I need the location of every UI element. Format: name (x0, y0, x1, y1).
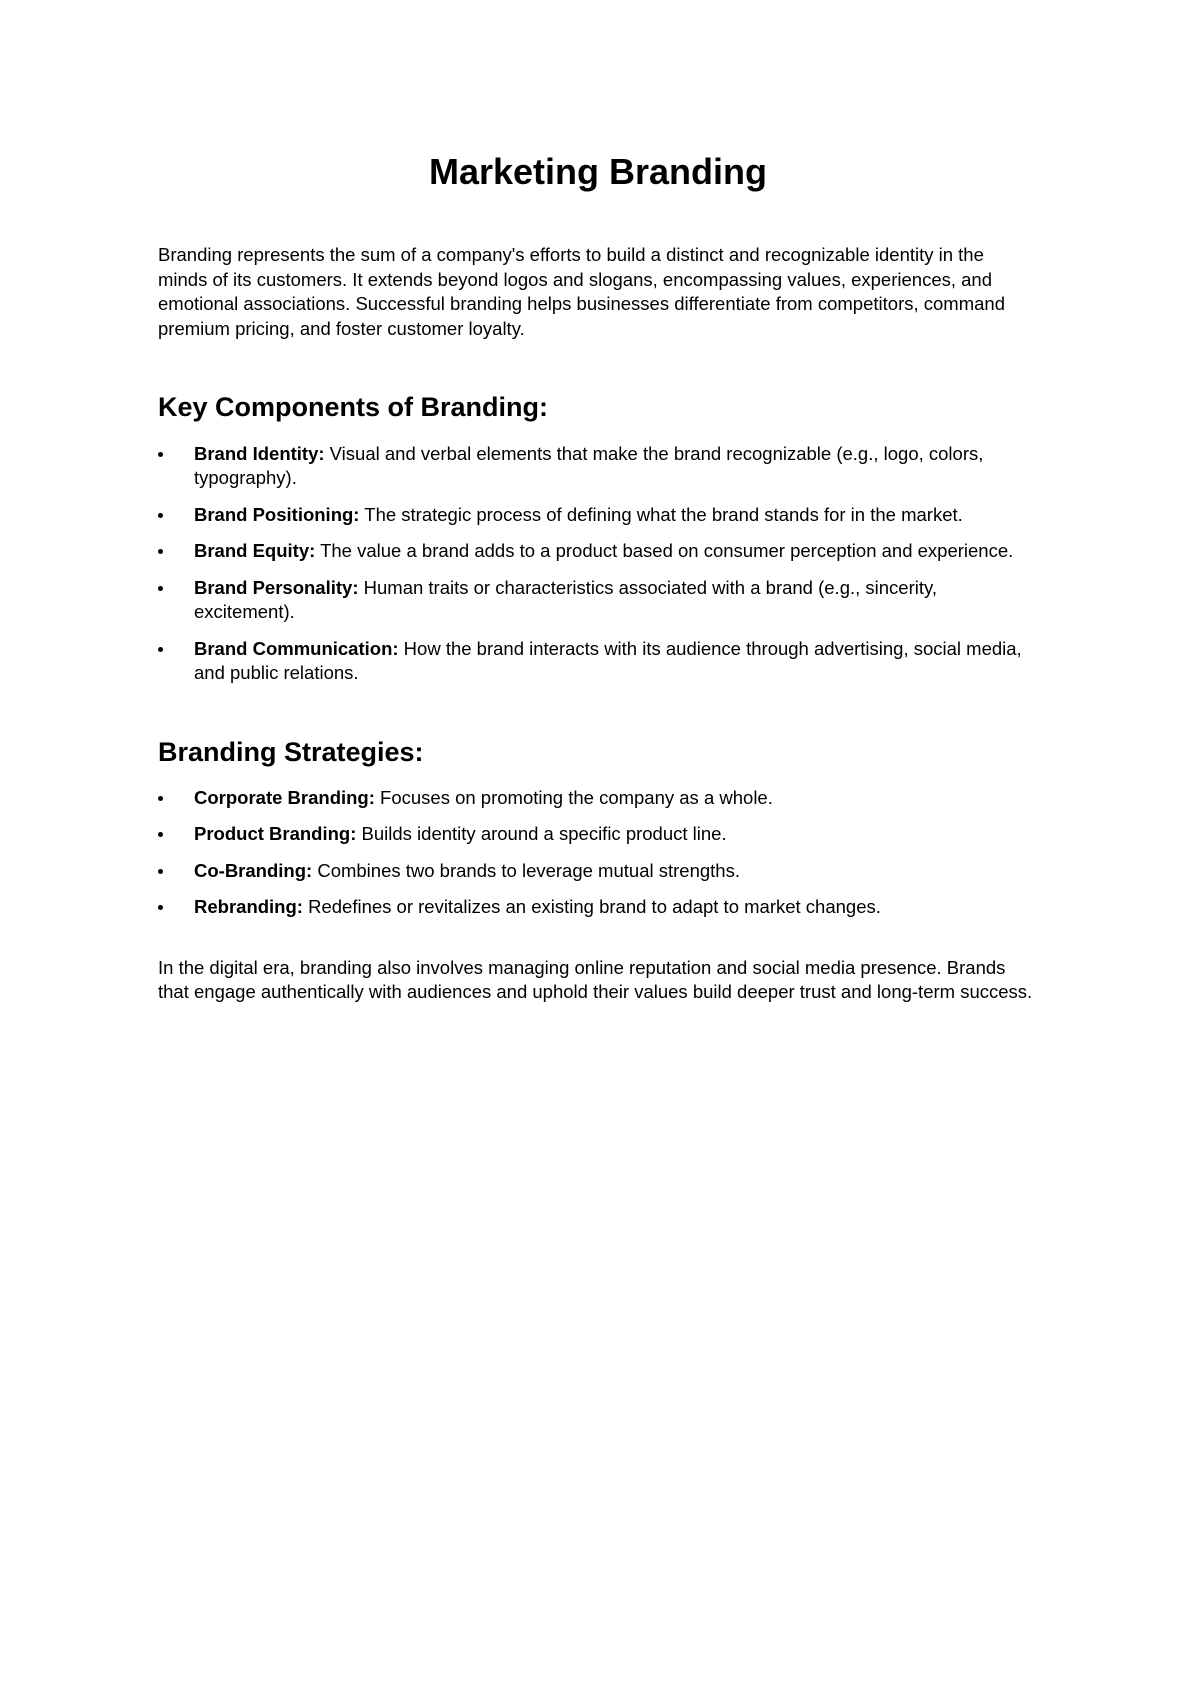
bullet-icon (158, 513, 163, 518)
bullet-icon (158, 586, 163, 591)
document-page (158, 150, 1038, 1005)
list-item (158, 539, 1038, 564)
item-text: Human traits or characteristics associated with a brand (e.g., sincerity, excitement). (194, 576, 938, 623)
item-text: Combines two brands to leverage mutual strengths. (312, 859, 740, 881)
item-term: Product Branding: (194, 823, 357, 845)
bullet-icon (158, 832, 163, 837)
item-text: The strategic process of defining what the brand stands for in the market. (359, 503, 963, 525)
list-item (158, 786, 1038, 811)
item-term: Rebranding: (194, 896, 303, 918)
item-text: Focuses on promoting the company as a whole. (374, 786, 773, 808)
bullet-icon (158, 905, 163, 910)
item-text: The value a brand adds to a product based on consumer perception and experience. (315, 540, 1014, 562)
item-term: Brand Equity: (194, 540, 316, 562)
bullet-icon (158, 869, 163, 874)
list-item (158, 895, 1038, 920)
bullet-icon (158, 549, 163, 554)
item-term: Co-Branding: (194, 859, 313, 881)
item-text: How the brand interacts with its audience through advertising, social media, and public relations. (194, 637, 1022, 684)
item-term: Corporate Branding: (194, 786, 375, 808)
bullet-icon (158, 452, 163, 457)
list-item (158, 503, 1038, 528)
item-text: Builds identity around a specific product line. (356, 823, 727, 845)
item-term: Brand Personality: (194, 576, 359, 598)
item-term: Brand Positioning: (194, 503, 360, 525)
components-heading: Key Components of Branding: (158, 392, 548, 423)
item-text: Redefines or revitalizes an existing brand to adapt to market changes. (302, 896, 881, 918)
document-title: Marketing Branding (428, 151, 768, 192)
closing-paragraph: In the digital era, branding also involves managing online reputation and social media presence. Brands that engage authentically with audiences and uphold their values build deeper trust and long-term success. (158, 956, 1033, 1003)
bullet-icon (158, 647, 163, 652)
item-term: Brand Identity: (194, 442, 325, 464)
list-item (158, 637, 1038, 686)
list-item (158, 576, 1038, 625)
list-item (158, 822, 1038, 847)
list-item (158, 859, 1038, 884)
item-text: Visual and verbal elements that make the brand recognizable (e.g., logo, colors, typography). (194, 442, 984, 489)
strategies-heading: Branding Strategies: (158, 736, 424, 767)
bullet-icon (158, 796, 163, 801)
strategies-list (158, 786, 1038, 920)
components-list (158, 442, 1038, 686)
list-item (158, 442, 1038, 491)
item-term: Brand Communication: (194, 637, 399, 659)
intro-paragraph: Branding represents the sum of a company's efforts to build a distinct and recognizable identity in the minds of its customers. It extends beyond logos and slogans, encompassing values, experiences, and emotional associations. Successful branding helps businesses differentiate from competitors, command premium pricing, and foster customer loyalty. (158, 244, 1005, 339)
